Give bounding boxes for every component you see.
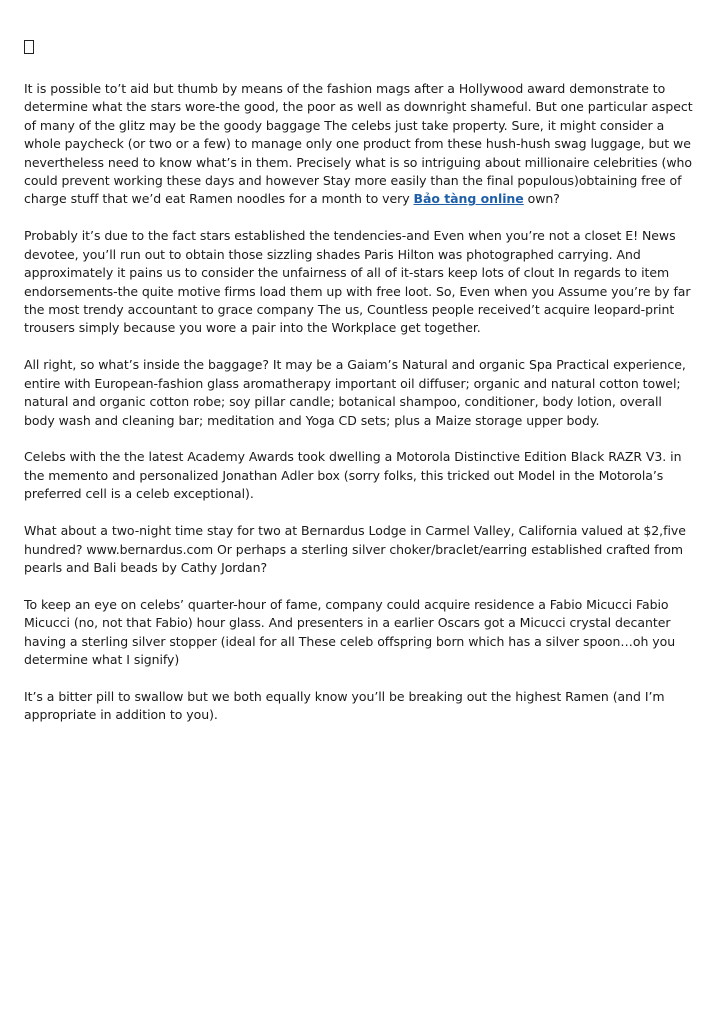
paragraph-4: Celebs with the the latest Academy Awards took dwelling a Motorola Distinctive Edition Black RAZR V3. in the memento and personalized Jonathan Adler box (sorry folks, this tricked out Model in the Motorola’s preferred cell is a celeb exceptional).: [24, 449, 682, 502]
paragraph-3: All right, so what’s inside the baggage? It may be a Gaiam’s Natural and organic Spa Practical experience, entire with European-fashion glass aromatherapy important oil diffuser; organic and natural cotton towel; natural and organic cotton robe; soy pillar candle; botanical shampoo, conditioner, body lotion, overall body wash and cleaning bar; meditation and Yoga CD sets; plus a Maize storage upper body.: [24, 357, 686, 428]
paragraph-1: [24, 80, 696, 209]
paragraph-5: What about a two-night time stay for two at Bernardus Lodge in Carmel Valley, California valued at $2,five hundred? www.bernardus.com Or perhaps a sterling silver choker/braclet/earring established crafted from pearls and Bali beads by Cathy Jordan?: [24, 523, 686, 575]
paragraph-7: It’s a bitter pill to swallow but we both equally know you’ll be breaking out the highest Ramen (and I’m appropriate in addition to you).: [24, 688, 665, 723]
paragraph-1-text-before: It is possible to’t aid but thumb by means of the fashion mags after a Hollywood award demonstrate to determine what the stars wore-the good, the poor as well as downright shameful. But one particular aspect of many of the glitz may be the goody baggage The celebs just take property. Sure, it might consider a whole paycheck (or two or a few) to manage only one product from these hush-hush swag luggage, but we nevertheless need to know what’s in them. Precisely what is so intriguing about millionaire celebrities (who could prevent working these days and however Stay more easily than the final populous)obtaining free of charge stuff that we’d eat Ramen noodles for a month to very: [24, 81, 693, 207]
paragraph-2: Probably it’s due to the fact stars established the tendencies-and Even when you’re not a closet E! News devotee, you’ll run out to obtain those sizzling shades Paris Hilton was photographed carrying. And approximately it pains us to consider the unfairness of all of it-stars keep lots of clout In regards to item endorsements-the quite motive firms load them up with free loot. So, Even when you Assume you’re by far the most trendy accountant to grace company The us, Countless people received’t acquire leopard-print trousers simply because you wore a pair into the Workplace get together.: [24, 228, 691, 336]
document-body: [24, 40, 696, 743]
paragraph-6: To keep an eye on celebs’ quarter-hour of fame, company could acquire residence a Fabio Micucci Fabio Micucci (no, not that Fabio) hour glass. And presenters in a earlier Oscars got a Micucci crystal decanter having a sterling silver stopper (ideal for all These celeb offspring born which has a silver spoon…oh you determine what I signify): [24, 596, 676, 668]
missing-glyph-icon: [24, 40, 34, 54]
paragraph-1-text-after: own?: [523, 191, 560, 207]
museum-online-link[interactable]: Bảo tàng online: [413, 191, 524, 207]
